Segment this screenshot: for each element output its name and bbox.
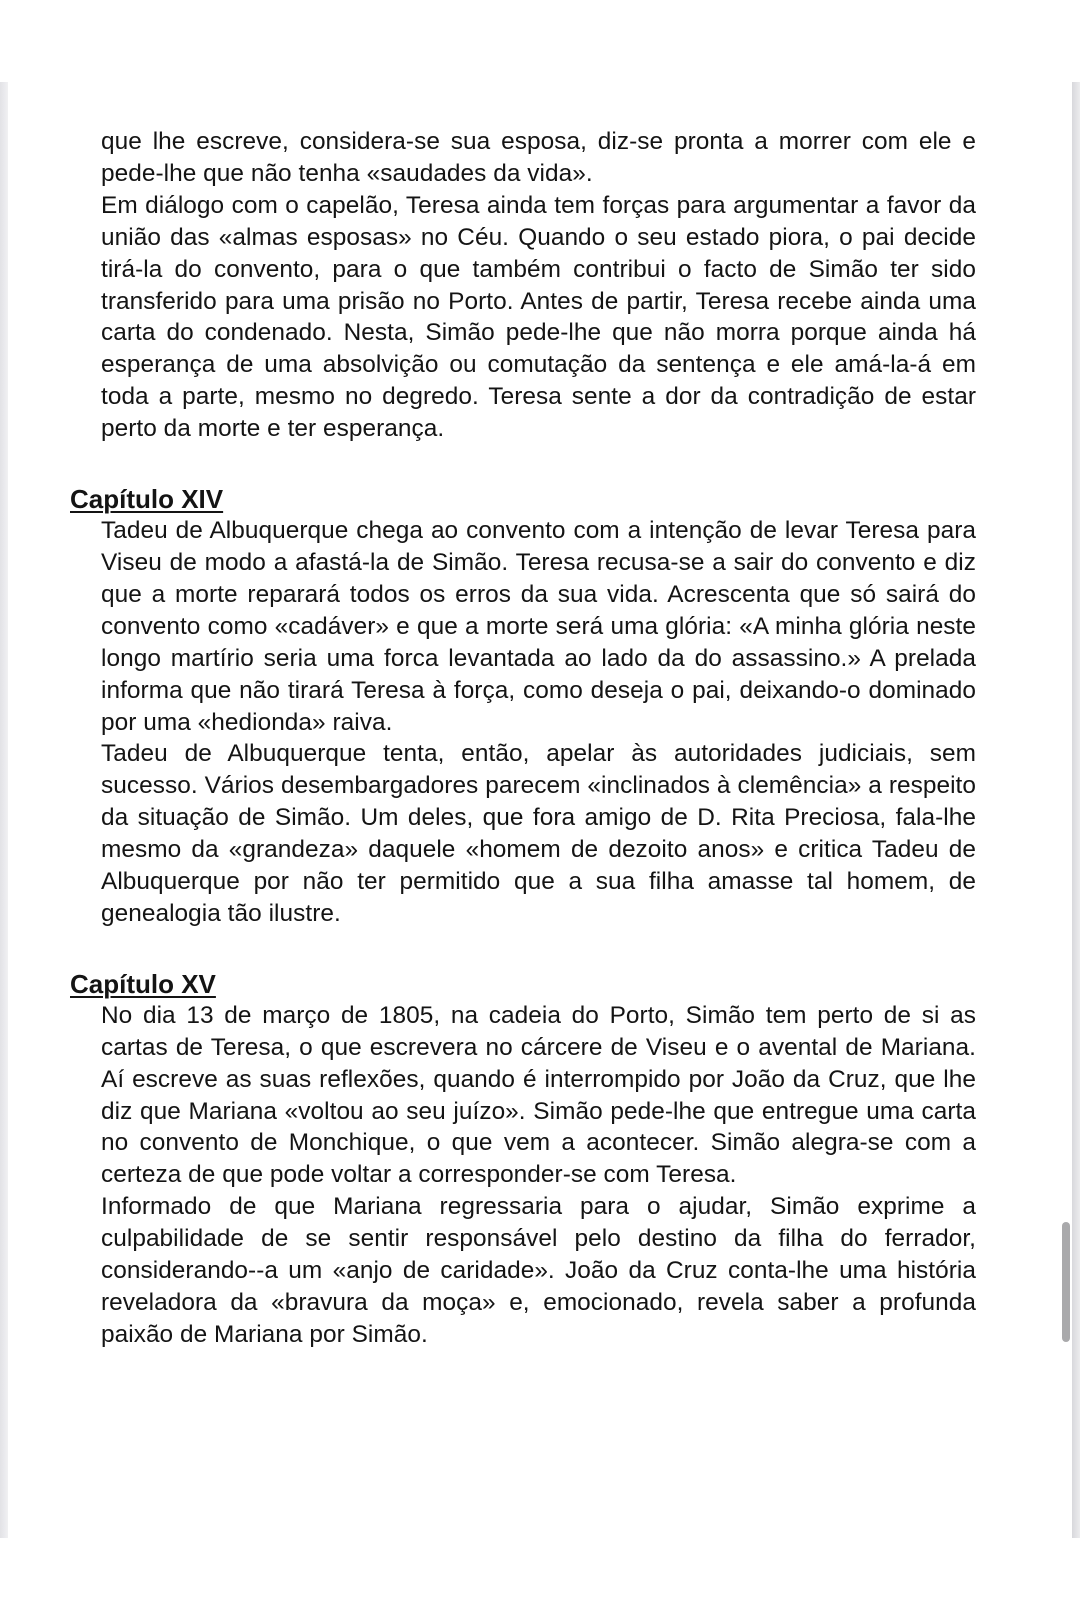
document-page bbox=[70, 126, 976, 1351]
page-frame-left bbox=[0, 82, 8, 1538]
chapter-heading-xv: Capítulo XV bbox=[70, 968, 216, 999]
scrollbar-thumb[interactable] bbox=[1062, 1222, 1070, 1342]
vertical-scrollbar[interactable] bbox=[1060, 82, 1072, 1538]
page-frame-right bbox=[1072, 82, 1080, 1538]
chapter-xv-paragraph: Informado de que Mariana regressaria para o ajudar, Simão exprime a culpabilidade de se sentir responsável pelo destino da filha do ferrador, considerando--a um «anjo de caridade». João da Cruz conta-lhe uma história reveladora da «bravura da moça» e, emocionado, revela saber a profunda paixão de Mariana por Simão. bbox=[101, 1193, 976, 1348]
chapter-xv-paragraph: No dia 13 de março de 1805, na cadeia do Porto, Simão tem perto de si as cartas de Teresa, o que escrevera no cárcere de Viseu e o avental de Mariana. Aí escreve as suas reflexões, quando é interrompido por João da Cruz, que lhe diz que Mariana «voltou ao seu juízo». Simão pede-lhe que entregue uma carta no convento de Monchique, o que vem a acontecer. Simão alegra-se com a certeza de que pode voltar a corresponder-se com Teresa. bbox=[101, 1001, 976, 1189]
chapter-xiv-paragraph: Tadeu de Albuquerque tenta, então, apelar às autoridades judiciais, sem sucesso. Vários desembargadores parecem «inclinados à clemência» a respeito da situação de Simão. Um deles, que fora amigo de D. Rita Preciosa, fala-lhe mesmo da «grandeza» daquele «homem de dezoito anos» e critica Tadeu de Albuquerque por não ter permitido que a sua filha amasse tal homem, de genealogia tão ilustre. bbox=[101, 740, 976, 927]
document-viewer bbox=[0, 82, 1080, 1538]
chapter-xiv-paragraph: Tadeu de Albuquerque chega ao convento com a intenção de levar Teresa para Viseu de modo a afastá-la de Simão. Teresa recusa-se a sair do convento e diz que a morte reparará todos os erros da sua vida. Acrescenta que só sairá do convento como «cadáver» e que a morte será uma glória: «A minha glória neste longo martírio seria uma forca levantada ao lado da do assassino.» A prelada informa que não tirará Teresa à força, como deseja o pai, deixando-o dominado por uma «hedionda» raiva. bbox=[101, 517, 976, 736]
intro-paragraph: que lhe escreve, considera-se sua esposa, diz-se pronta a morrer com ele e pede-lhe que não tenha «saudades da vida». bbox=[101, 128, 976, 187]
chapter-heading-xiv: Capítulo XIV bbox=[70, 484, 224, 515]
intro-paragraph: Em diálogo com o capelão, Teresa ainda tem forças para argumentar a favor da união das «almas esposas» no Céu. Quando o seu estado piora, o pai decide tirá-la do convento, para o que também contribui o facto de Simão ter sido transferido para uma prisão no Porto. Antes de partir, Teresa recebe ainda uma carta do condenado. Nesta, Simão pede-lhe que não morra porque ainda há esperança de uma absolvição ou comutação da sentença e ele amá-la-á em toda a parte, mesmo no degredo. Teresa sente a dor da contradição de estar perto da morte e ter esperança. bbox=[101, 191, 976, 443]
